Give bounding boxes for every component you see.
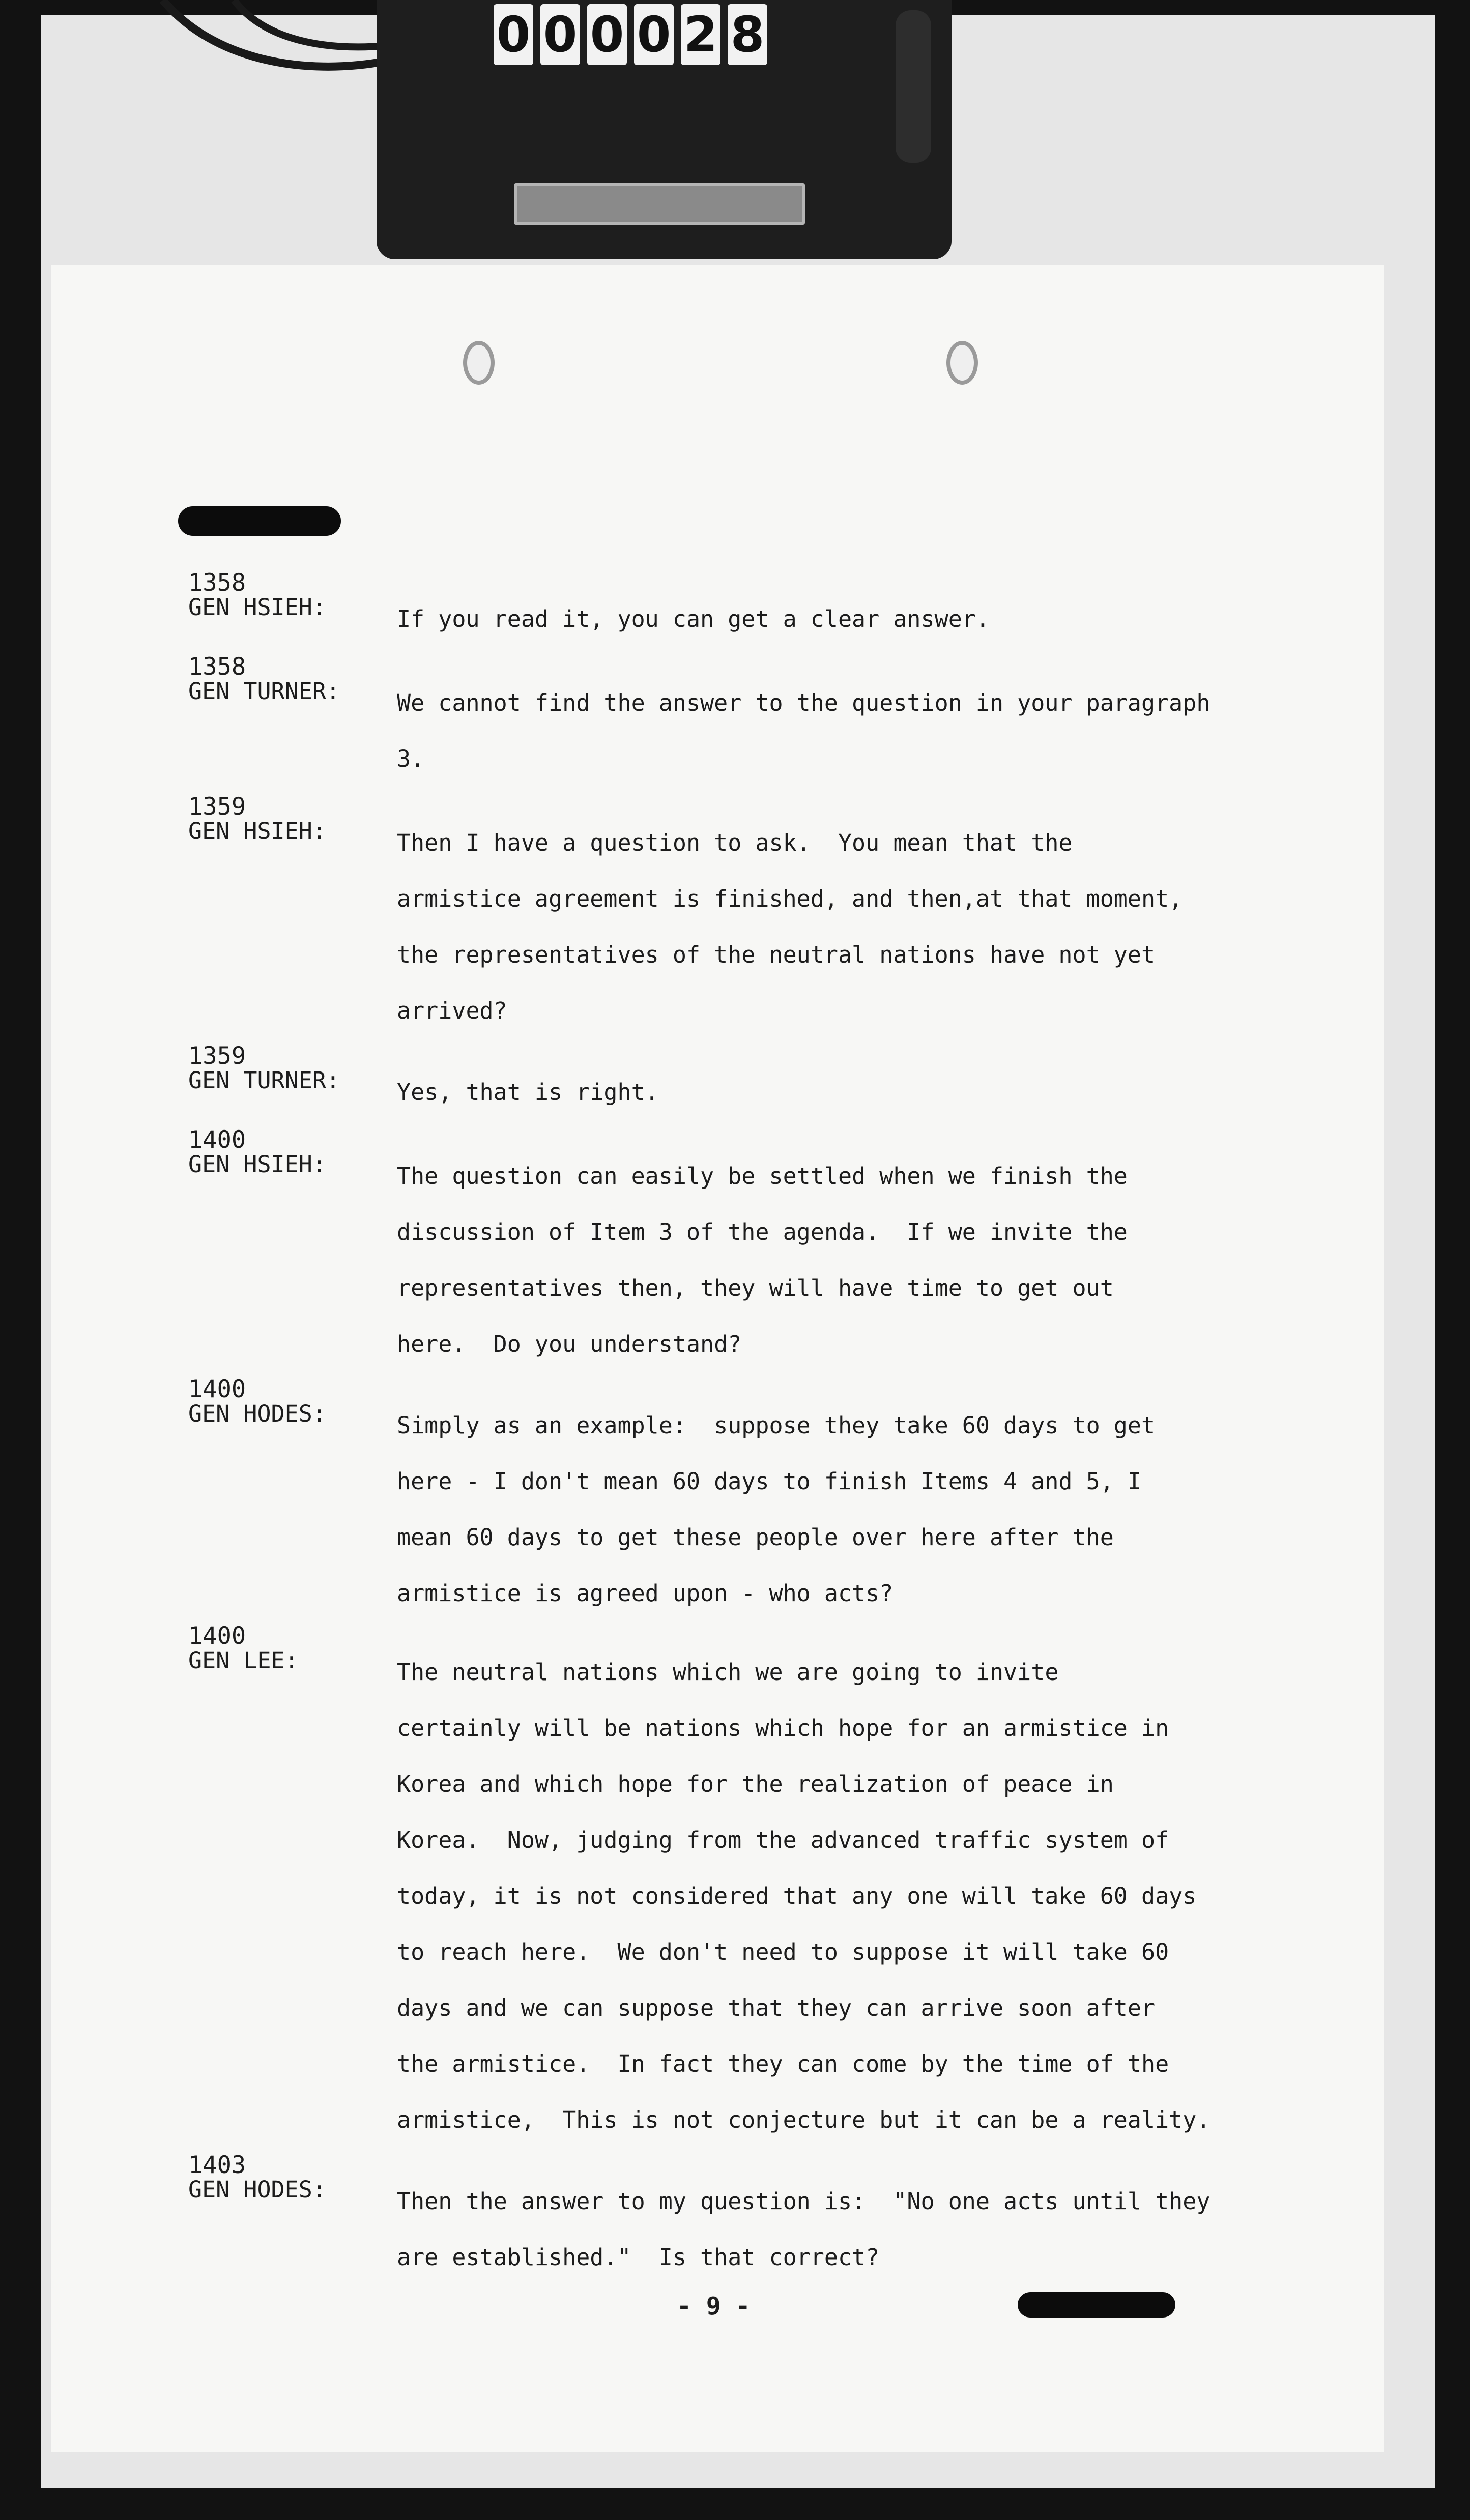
text-line: If you read it, you can get a clear answer. bbox=[397, 605, 990, 632]
entry-time: 1358 bbox=[188, 653, 246, 681]
text-line: armistice, This is not conjecture but it can be a reality. bbox=[397, 2106, 1210, 2133]
redaction-mark-top bbox=[178, 506, 341, 536]
text-line: armistice agreement is finished, and then,at that moment, bbox=[397, 885, 1183, 912]
entry-speaker: GEN TURNER: bbox=[188, 1067, 340, 1094]
entry-text bbox=[397, 675, 1262, 787]
entry-time: 1359 bbox=[188, 1042, 246, 1070]
text-line: arrived? bbox=[397, 997, 507, 1024]
text-line: certainly will be nations which hope for an armistice in bbox=[397, 1715, 1169, 1742]
entry-text bbox=[397, 815, 1262, 1039]
entry-speaker: GEN TURNER: bbox=[188, 678, 340, 705]
entry-time: 1400 bbox=[188, 1126, 246, 1154]
entry-speaker: GEN HSIEH: bbox=[188, 594, 326, 621]
text-line: here - I don't mean 60 days to finish Items 4 and 5, I bbox=[397, 1468, 1141, 1495]
entry-speaker: GEN HODES: bbox=[188, 1400, 326, 1427]
document-page bbox=[51, 265, 1384, 2452]
entry-time: 1358 bbox=[188, 569, 246, 597]
entry-text bbox=[397, 1148, 1262, 1372]
text-line: days and we can suppose that they can arrive soon after bbox=[397, 1994, 1156, 2021]
counter-digit: 2 bbox=[681, 4, 720, 65]
entry-time: 1403 bbox=[188, 2151, 246, 2179]
redaction-mark-bottom bbox=[1018, 2292, 1175, 2318]
text-line: representatives then, they will have time to get out bbox=[397, 1275, 1114, 1301]
text-line: armistice is agreed upon - who acts? bbox=[397, 1580, 893, 1607]
counter-digit: 8 bbox=[728, 4, 767, 65]
text-line: Then the answer to my question is: "No one acts until they bbox=[397, 2188, 1210, 2215]
text-line: the armistice. In fact they can come by the time of the bbox=[397, 2050, 1169, 2077]
counter-knob bbox=[896, 10, 931, 163]
entry-time: 1359 bbox=[188, 793, 246, 821]
text-line: Then I have a question to ask. You mean that the bbox=[397, 829, 1073, 856]
text-line: today, it is not considered that any one will take 60 days bbox=[397, 1882, 1197, 1909]
frame-counter-digits bbox=[494, 4, 767, 70]
entry-speaker: GEN LEE: bbox=[188, 1647, 299, 1674]
text-line: to reach here. We don't need to suppose it will take 60 bbox=[397, 1938, 1169, 1965]
entry-text bbox=[397, 1064, 1262, 1120]
text-line: discussion of Item 3 of the agenda. If we invite the bbox=[397, 1219, 1128, 1245]
entry-time: 1400 bbox=[188, 1375, 246, 1403]
counter-cable bbox=[153, 0, 387, 81]
entry-text bbox=[397, 1644, 1262, 2148]
counter-digit: 0 bbox=[587, 4, 627, 65]
text-line: Korea. Now, judging from the advanced traffic system of bbox=[397, 1827, 1169, 1853]
text-line: the representatives of the neutral nations have not yet bbox=[397, 941, 1156, 968]
text-line: 3. bbox=[397, 745, 425, 772]
text-line: mean 60 days to get these people over here after the bbox=[397, 1524, 1114, 1551]
entry-speaker: GEN HODES: bbox=[188, 2176, 326, 2203]
entry-speaker: GEN HSIEH: bbox=[188, 818, 326, 845]
text-line: Simply as an example: suppose they take 60 days to get bbox=[397, 1412, 1156, 1439]
entry-speaker: GEN HSIEH: bbox=[188, 1151, 326, 1178]
punch-hole-left bbox=[463, 341, 495, 385]
counter-nameplate bbox=[514, 183, 805, 225]
counter-digit: 0 bbox=[494, 4, 533, 65]
text-line: The neutral nations which we are going to invite bbox=[397, 1659, 1059, 1686]
punch-hole-right bbox=[946, 341, 978, 385]
counter-digit: 0 bbox=[634, 4, 674, 65]
entry-text bbox=[397, 591, 1262, 647]
page-number: - 9 - bbox=[677, 2292, 751, 2321]
entry-time: 1400 bbox=[188, 1622, 246, 1650]
text-line: here. Do you understand? bbox=[397, 1330, 742, 1357]
counter-digit: 0 bbox=[540, 4, 580, 65]
text-line: The question can easily be settled when we finish the bbox=[397, 1163, 1128, 1190]
text-line: We cannot find the answer to the question in your paragraph bbox=[397, 689, 1210, 716]
text-line: Yes, that is right. bbox=[397, 1079, 659, 1106]
frame-counter-device bbox=[377, 0, 952, 259]
text-line: Korea and which hope for the realization of peace in bbox=[397, 1771, 1114, 1798]
entry-text bbox=[397, 1398, 1262, 1621]
text-line: are established." Is that correct? bbox=[397, 2244, 880, 2271]
entry-text bbox=[397, 2174, 1262, 2285]
